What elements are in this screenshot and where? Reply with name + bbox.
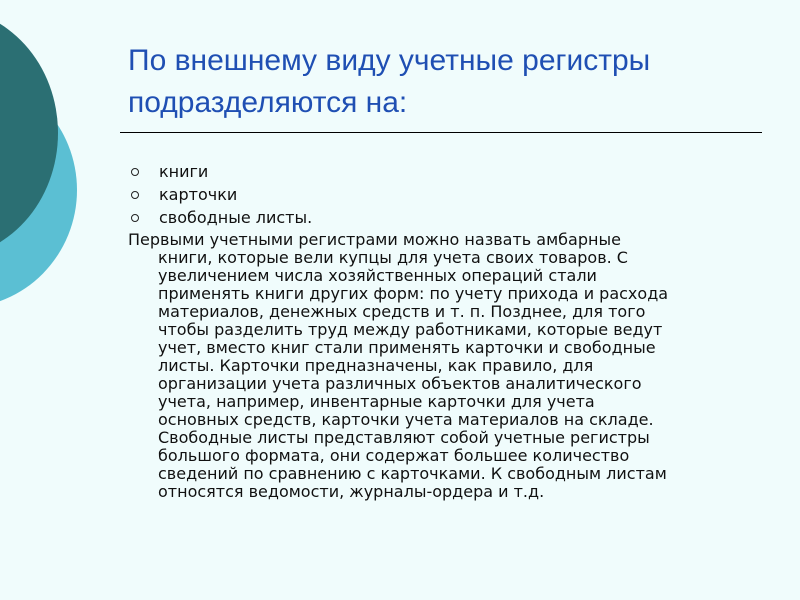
bullet-circle-icon [131, 168, 139, 176]
bullet-circle-icon [131, 191, 139, 199]
slide-title [128, 40, 768, 124]
paragraph-line: применять книги других форм: по учету прихода и расхода [158, 284, 669, 303]
bullet-item [131, 206, 312, 229]
bullet-text: книги [159, 162, 209, 181]
paragraph-line: сведений по сравнению с карточками. К свободным листам [158, 464, 667, 483]
bullet-item [131, 160, 312, 183]
title-divider [120, 132, 762, 133]
paragraph-line: Первыми учетными регистрами можно назвать амбарные [128, 230, 621, 249]
paragraph-line: основных средств, карточки учета материалов на складе. [158, 410, 654, 429]
paragraph-line: организации учета различных объектов аналитического [158, 374, 642, 393]
paragraph-line: материалов, денежных средств и т. п. Позднее, для того [158, 302, 646, 321]
paragraph-line: увеличением числа хозяйственных операций стали [158, 266, 597, 285]
paragraph-line: учет, вместо книг стали применять карточки и свободные [158, 338, 656, 357]
bullet-item [131, 183, 312, 206]
paragraph-line: Свободные листы представляют собой учетные регистры [158, 428, 650, 447]
paragraph-line: книги, которые вели купцы для учета своих товаров. С [158, 248, 628, 267]
paragraph-line: чтобы разделить труд между работниками, которые ведут [158, 320, 663, 339]
title-line: По внешнему виду учетные регистры [128, 44, 651, 77]
paragraph-line: относятся ведомости, журналы-ордера и т.д. [158, 482, 545, 501]
paragraph-line: учета, например, инвентарные карточки для учета [158, 392, 595, 411]
body-paragraph [128, 231, 760, 501]
bullet-circle-icon [131, 214, 139, 222]
bullet-list [131, 160, 312, 229]
paragraph-line: листы. Карточки предназначены, как правило, для [158, 356, 594, 375]
paragraph-line: большого формата, они содержат большее количество [158, 446, 630, 465]
bullet-text: карточки [159, 185, 238, 204]
title-line: подразделяются на: [128, 86, 408, 119]
bullet-text: свободные листы. [159, 208, 313, 227]
